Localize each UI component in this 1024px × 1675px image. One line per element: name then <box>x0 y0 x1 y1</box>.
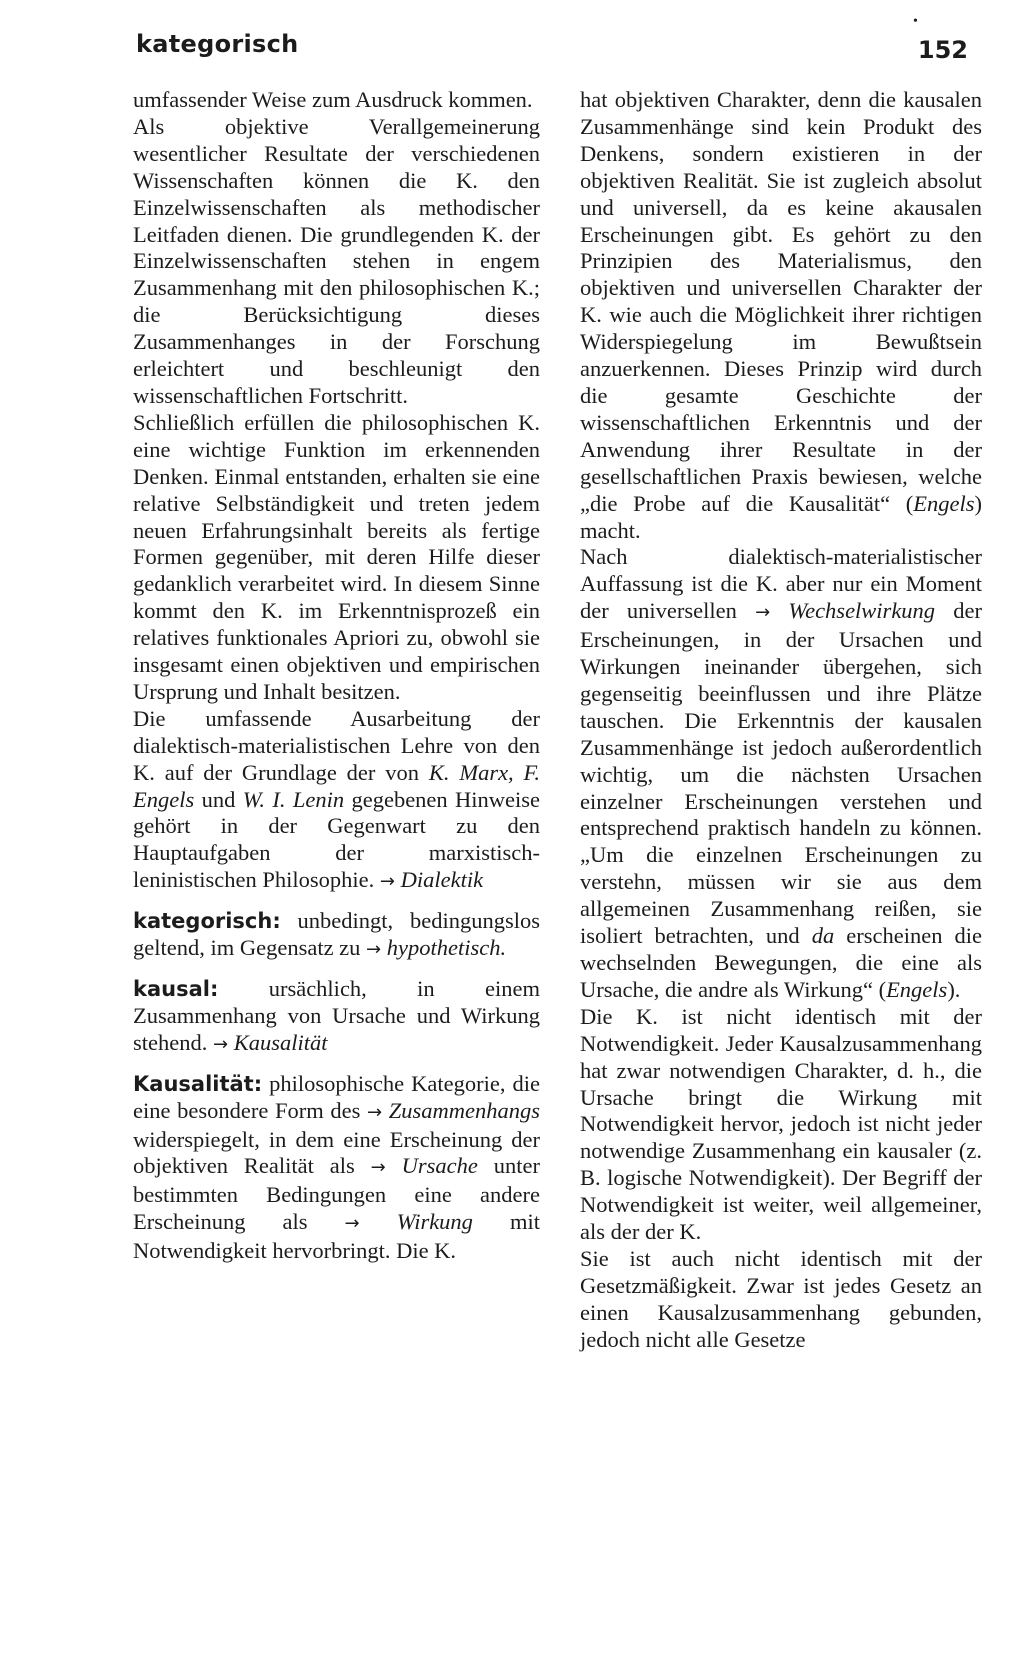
entry-text: ursächlich, in einem Zusammenhang von Ursache und Wirkung stehend. <box>133 976 540 1055</box>
author-name: Engels <box>886 976 948 1002</box>
paragraph <box>580 87 982 544</box>
entry-lemma: kategorisch: <box>133 909 281 934</box>
cross-reference[interactable]: Kausalität <box>233 1029 328 1055</box>
paragraph: Schließlich erfüllen die philosophischen K. eine wichtige Funktion im erkennenden Denken. Einmal entstanden, erhalten sie eine relative Selbständigkeit und treten jedem neuen Erfahrungsinhalt bereits als fertige Formen gegenüber, mit deren Hilfe dieser gedanklich verarbeitet wird. In diesem Sinne kommt den K. im Erkenntnisprozeß ein relatives funktionales Apriori zu, obwohl sie insgesamt einen objektiven und empirischen Ursprung und Inhalt besitzen. <box>133 409 540 704</box>
entry-text: unbedingt, bedingungslos geltend, im Gegensatz zu <box>133 908 540 961</box>
author-name: Engels <box>913 490 975 516</box>
paragraph <box>133 706 540 896</box>
paragraph: umfassender Weise zum Ausdruck kommen. <box>133 87 533 112</box>
entry-text: widerspiegelt, in dem eine Erscheinung der objektiven Realität als <box>133 1126 540 1179</box>
text-run: der Erscheinungen, in der Ursachen und Wirkungen ineinander übergehen, sich gegenseitig beeinflussen und ihre Plätze tauschen. Die Erkenntnis der kausalen Zusammenhänge ist jedoch außerordentlich wichtig, um die nächsten Ursachen einzelner Erscheinungen verstehen und entsprechend praktisch handeln zu können. „Um die einzelnen Erscheinungen zu verstehn, müssen wir sie aus dem allgemeinen Zusammenhang reißen, sie isoliert betrachten, und <box>580 598 982 949</box>
cross-reference[interactable]: Wirkung <box>396 1209 473 1235</box>
entry-text: philosophische Kategorie, die eine besondere Form des <box>133 1070 540 1123</box>
arrow-icon: → <box>370 1157 386 1179</box>
author-name: W. I. Lenin <box>242 786 345 812</box>
emphasis: da <box>811 923 835 949</box>
text-run: Nach dialektisch-materialistischer Auffassung ist die K. aber nur ein Moment der universellen <box>580 544 982 624</box>
paragraph: Die K. ist nicht identisch mit der Notwendigkeit. Jeder Kausalzusammenhang hat zwar notwendigen Charakter, d. h., die Ursache bringt die Wirkung mit Notwendigkeit hervor, jedoch ist nicht jeder notwendige Zusammenhang ein kausaler (z. B. logische Notwendigkeit). Der Begriff der Notwendigkeit ist weiter, weil allgemeiner, als der der K. <box>580 1003 982 1245</box>
cross-reference[interactable]: Zusammenhangs <box>388 1097 540 1123</box>
arrow-icon: → <box>755 602 771 624</box>
arrow-icon: → <box>367 1101 383 1123</box>
text-run: und <box>194 786 243 812</box>
text-run: erscheinen die wechselnden Bewegungen, die eine als Ursache, die andre als Wirkung“ ( <box>580 923 983 1002</box>
arrow-icon: → <box>366 939 382 961</box>
author-name: K. Marx, F. Engels <box>133 759 540 812</box>
paragraph: Sie ist auch nicht identisch mit der Gesetzmäßigkeit. Zwar ist jedes Gesetz an einen Kausalzusammenhang gebunden, jedoch nicht alle Gesetze <box>580 1245 982 1352</box>
text-run: ) macht. <box>580 490 982 543</box>
dictionary-entry <box>133 1071 540 1265</box>
text-run: ). <box>947 976 961 1002</box>
text-run: hat objektiven Charakter, denn die kausalen Zusammenhänge sind kein Produkt des Denkens, sondern existieren in der objektiven Realität. Sie ist zugleich absolut und universell, da es keine akausalen Erscheinungen gibt. Es gehört zu den Prinzipien des Materialismus, den objektiven und universellen Charakter der K. wie auch die Möglichkeit ihrer richtigen Widerspiegelung im Bewußtsein anzuerkennen. Dieses Prinzip wird durch die gesamte Geschichte der wissenschaftlichen Erkenntnis und der Anwendung ihrer Resultate in der gesellschaftlichen Praxis bewiesen, welche „die Probe auf die Kausalität“ ( <box>580 87 982 516</box>
cross-reference[interactable]: Dialektik <box>400 867 484 893</box>
arrow-icon: → <box>212 1033 229 1055</box>
arrow-icon: → <box>344 1213 360 1235</box>
right-column <box>580 87 982 1354</box>
paragraph: Als objektive Verallgemeinerung wesentlicher Resultate der verschiedenen Wissenschaften können die K. den Einzelwissenschaften als methodischer Leitfaden dienen. Die grundlegenden K. der Einzelwissenschaften stehen in engem Zusammenhang mit den philosophischen K.; die Berücksichtigung dieses Zusammenhanges in der Forschung erleichtert und beschleunigt den wissenschaftlichen Fortschritt. <box>133 113 540 408</box>
page-number: 152 <box>917 36 968 64</box>
text-run: gegebenen Hinweise gehört in der Gegenwart zu den Hauptaufgaben der marxistisch-leninistischen Philosophie. <box>133 786 540 893</box>
left-column <box>133 87 540 1265</box>
dictionary-entry <box>133 976 540 1059</box>
cross-reference[interactable]: hypothetisch. <box>386 935 507 961</box>
arrow-icon: → <box>379 871 395 893</box>
entry-text: mit Notwendigkeit hervorbringt. Die K. <box>133 1209 540 1264</box>
running-head: kategorisch <box>136 30 299 58</box>
entry-lemma: kausal: <box>133 977 219 1001</box>
paragraph <box>580 544 982 1003</box>
cross-reference[interactable]: Ursache <box>401 1153 478 1179</box>
print-dot: • <box>913 14 918 29</box>
text-run: Die umfassende Ausarbeitung der dialektisch-materialistischen Lehre von den K. auf der Grundlage der von <box>133 705 540 785</box>
entry-lemma: Kausalität: <box>133 1071 263 1096</box>
cross-reference[interactable]: Wechselwirkung <box>788 598 936 624</box>
entry-text: unter bestimmten Bedingungen eine andere Erscheinung als <box>133 1153 541 1235</box>
dictionary-entry <box>133 908 540 964</box>
